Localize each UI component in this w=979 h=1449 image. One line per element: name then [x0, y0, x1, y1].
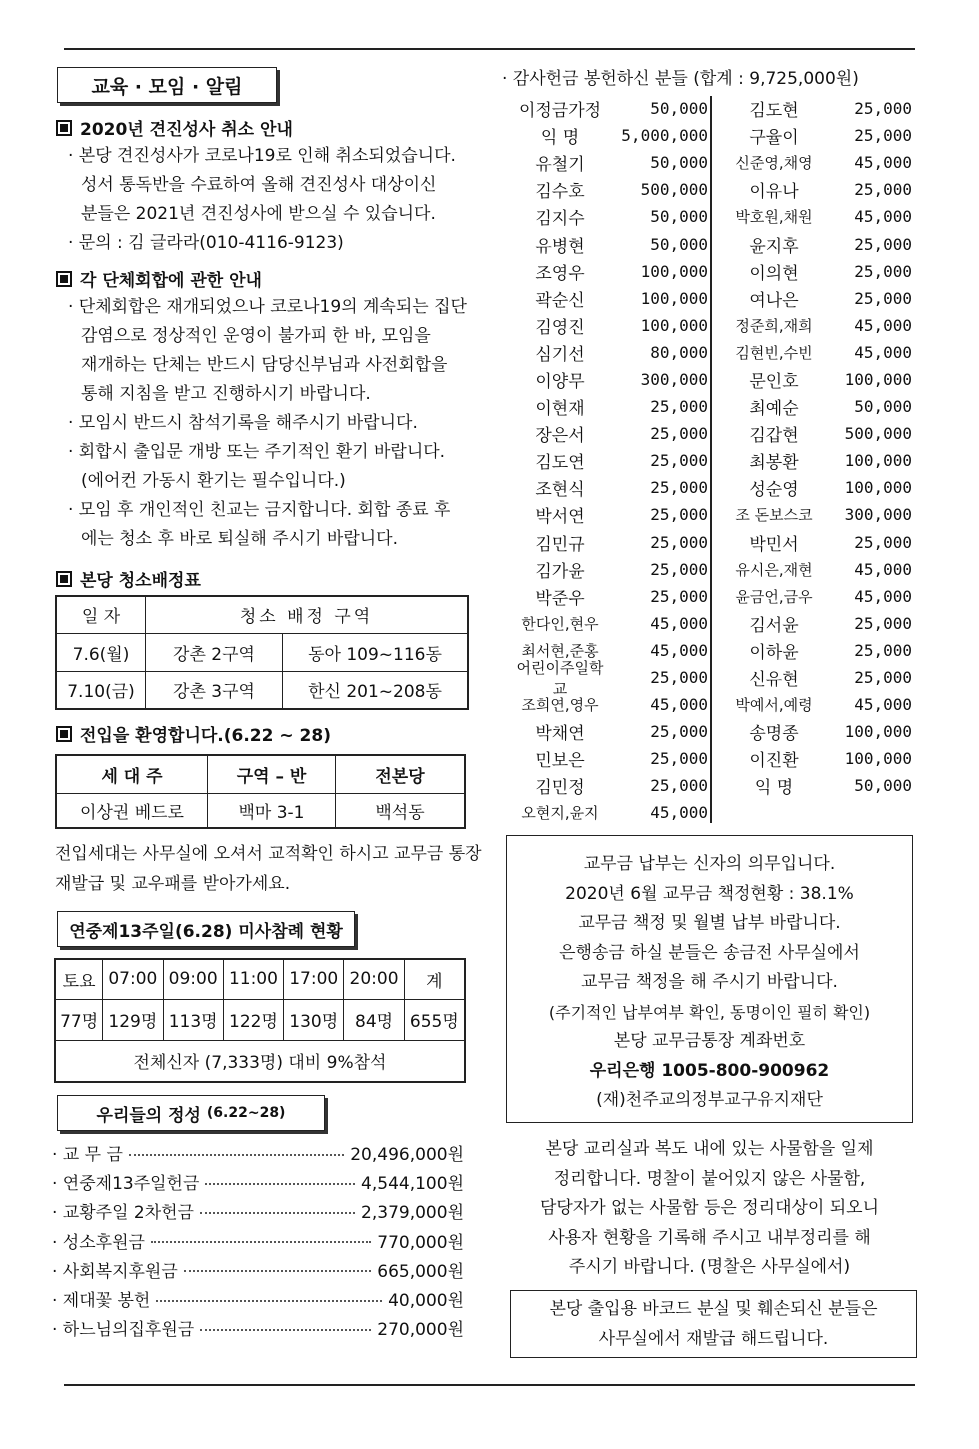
offerings-list: [52, 1138, 464, 1342]
donation-amount: 45,000: [650, 803, 708, 823]
donation-row: [510, 122, 708, 149]
donation-amount: 500,000: [844, 424, 912, 444]
donation-amount: 25,000: [650, 586, 708, 606]
donor-name: 이진환: [749, 751, 799, 772]
donation-row: [510, 772, 708, 799]
donation-amount: 50,000: [854, 776, 912, 796]
donation-row: [510, 501, 708, 528]
donation-row: [510, 745, 708, 772]
donation-amount: 50,000: [854, 397, 912, 417]
donation-amount: 25,000: [854, 261, 912, 281]
donation-row: [718, 474, 912, 501]
group-meeting-text: · 단체회합은 재개되었으나 코로나19의 계속되는 집단 감염으로 정상적인 운영이 불가피 한 바, 모임을 재개하는 단체는 반드시 담당신부님과 사전회합을 통해 지침을 받고 진행하시기 바랍니다. · 모임시 반드시 참석기록을 해주시기 바랍니다. · 회합시 출입문 개방 또는 주기적인 환기 바랍니다. (에어컨 가동시 환기는 필수입니다.) · 모임 후 개인적인 친교는 금지합니다. 회합 종료 후 에는 청소 후 바로 퇴실해 주시기 바랍니다.: [68, 297, 467, 549]
donation-amount: 50,000: [650, 234, 708, 254]
section-header-title: 교육 · 모임 · 알림: [91, 75, 243, 98]
donation-amount: 25,000: [650, 451, 708, 471]
barcode-notice: 본당 출입용 바코드 분실 및 훼손되신 분들은 사무실에서 재발급 해드립니다.: [510, 1290, 917, 1358]
donation-row: [510, 230, 708, 257]
donor-name: 장은서: [535, 426, 585, 447]
donation-amount: 25,000: [854, 180, 912, 200]
donor-name: 박준우: [535, 588, 585, 609]
donor-name: 신준영,채영: [735, 154, 813, 173]
donation-amount: 25,000: [650, 424, 708, 444]
cleaning-table: [55, 595, 469, 710]
table-cell: 84명: [344, 999, 404, 1040]
donation-amount: 25,000: [854, 234, 912, 254]
mass-attendance-header: 연중제13주일(6.28) 미사참례 현황: [57, 911, 355, 947]
donation-row: [510, 447, 708, 474]
list-item: · 사회복지후원금 665,000원: [52, 1261, 464, 1282]
list-item: · 성소후원금 770,000원: [52, 1232, 464, 1253]
mass-summary: 전체신자 (7,333명) 대비 9%참석: [55, 1040, 465, 1082]
donation-row: [510, 258, 708, 285]
donation-row: [510, 149, 708, 176]
donation-amount: 100,000: [844, 749, 912, 769]
donation-row: [510, 420, 708, 447]
donor-name: 송명종: [749, 724, 799, 745]
donor-name: 신유현: [749, 670, 799, 691]
donor-name: 유시은,재현: [735, 560, 813, 579]
donation-amount: 25,000: [650, 505, 708, 525]
donation-amount: 25,000: [650, 749, 708, 769]
donor-name: 김민규: [535, 534, 585, 555]
donor-name: 김가윤: [535, 561, 585, 582]
donor-name: 조영우: [535, 263, 585, 284]
donation-amount: 45,000: [650, 640, 708, 660]
donor-name: 이하윤: [749, 642, 799, 663]
donation-row: [510, 529, 708, 556]
donation-amount: 25,000: [650, 559, 708, 579]
donations-title: · 감사헌금 봉헌하신 분들 (합계 : 9,725,000원): [502, 69, 859, 89]
donor-name: 김지수: [535, 209, 585, 230]
donation-row: [510, 556, 708, 583]
donation-row: [718, 745, 912, 772]
donation-amount: 45,000: [650, 613, 708, 633]
donor-name: 성순영: [749, 480, 799, 501]
heading-newcomers: 전입을 환영합니다.(6.22 ~ 28): [56, 721, 331, 746]
table-cell: 77명: [55, 999, 103, 1040]
confirmation-text: · 본당 견진성사가 코로나19로 인해 취소되었습니다. 성서 통독반을 수료하여 올해 견진성사 대상이신 분들은 2021년 견진성사에 받으실 수 있습니다. · 문의 : 김 글라라(010-4116-9123): [68, 146, 456, 253]
donor-name: 오현지,윤지: [521, 804, 599, 823]
table-cell: 강촌 3구역: [146, 671, 283, 709]
donation-amount: 45,000: [854, 153, 912, 173]
donation-amount: 25,000: [854, 640, 912, 660]
donation-row: [718, 339, 912, 366]
donor-name: 이현재: [535, 399, 585, 420]
donor-name: 최서현,준홍: [521, 641, 599, 660]
donor-name: 최봉환: [749, 453, 799, 474]
donation-amount: 45,000: [650, 695, 708, 715]
donation-amount: 45,000: [854, 559, 912, 579]
table-cell: 655명: [404, 999, 465, 1040]
mass-attendance-table: [54, 958, 466, 1083]
donation-row: [718, 285, 912, 312]
donation-amount: 25,000: [854, 532, 912, 552]
donor-name: 유철기: [535, 155, 585, 176]
donation-row: [718, 691, 912, 718]
donation-amount: 100,000: [844, 478, 912, 498]
donation-amount: 25,000: [854, 126, 912, 146]
table-cell: 백마 3-1: [208, 793, 336, 828]
donor-name: 이정금가정: [518, 101, 602, 122]
donation-amount: 50,000: [650, 207, 708, 227]
donation-row: [510, 95, 708, 122]
donation-amount: 45,000: [854, 342, 912, 362]
donation-amount: 300,000: [640, 369, 708, 389]
table-header: 전본당: [336, 755, 466, 793]
donation-amount: 45,000: [854, 207, 912, 227]
donor-name: 어린이주일학교: [516, 658, 604, 698]
donation-row: [718, 393, 912, 420]
table-header: 토요: [55, 959, 103, 999]
donation-amount: 25,000: [854, 668, 912, 688]
list-item: · 교황주일 2차헌금 2,379,000원: [52, 1203, 464, 1224]
table-header: 07:00: [103, 959, 163, 999]
donation-amount: 25,000: [650, 397, 708, 417]
newcomer-table: [55, 754, 466, 829]
square-bullet-icon: [56, 571, 72, 587]
donation-amount: 100,000: [640, 261, 708, 281]
donor-name: 유병현: [535, 236, 585, 257]
donor-name: 여나은: [749, 290, 799, 311]
donation-row: [718, 447, 912, 474]
donation-amount: 45,000: [854, 586, 912, 606]
donor-name: 최예순: [749, 399, 799, 420]
donation-amount: 45,000: [854, 315, 912, 335]
offerings-header: 우리들의 정성 (6.22~28): [57, 1095, 325, 1131]
donation-row: [510, 474, 708, 501]
donation-row: [718, 95, 912, 122]
donation-row: [510, 610, 708, 637]
donation-row: [718, 583, 912, 610]
donation-row: [718, 312, 912, 339]
table-cell: 113명: [163, 999, 223, 1040]
donation-amount: 100,000: [844, 451, 912, 471]
donation-row: [718, 664, 912, 691]
donor-name: 김도연: [535, 453, 585, 474]
donation-row: [718, 772, 912, 799]
donation-row: [510, 718, 708, 745]
table-cell: 동아 109~116동: [283, 633, 469, 671]
donation-amount: 5,000,000: [621, 126, 708, 146]
table-header: 20:00: [344, 959, 404, 999]
table-header: 세 대 주: [56, 755, 208, 793]
donor-name: 조희연,영우: [521, 696, 599, 715]
donations-right-column: [718, 95, 912, 799]
donation-amount: 25,000: [650, 722, 708, 742]
donation-row: [510, 691, 708, 718]
donations-left-column: [510, 95, 708, 827]
table-cell: 122명: [223, 999, 283, 1040]
donation-row: [718, 203, 912, 230]
donation-row: [718, 420, 912, 447]
donor-name: 김수호: [535, 182, 585, 203]
donor-name: 문인호: [749, 371, 799, 392]
table-header: 구역 – 반: [208, 755, 336, 793]
donation-row: [718, 529, 912, 556]
donation-amount: 25,000: [650, 668, 708, 688]
donation-amount: 25,000: [854, 613, 912, 633]
donation-row: [510, 339, 708, 366]
donation-row: [718, 637, 912, 664]
donation-row: [718, 501, 912, 528]
cleaning-header-area: 청소 배정 구역: [146, 596, 469, 633]
donor-name: 김갑현: [749, 426, 799, 447]
donation-row: [718, 230, 912, 257]
heading-group-meeting: 각 단체회합에 관한 안내: [56, 266, 262, 291]
locker-notice: 본당 교리실과 복도 내에 있는 사물함을 일제 정리합니다. 명찰이 붙어있지 않은 사물함, 담당자가 없는 사물함 등은 정리대상이 되오니 사용자 현황을 기록해 주시고 내부정리를 해 주시기 바랍니다. (명찰은 사무실에서): [539, 1139, 880, 1277]
donor-name: 김영진: [535, 317, 585, 338]
donation-amount: 100,000: [844, 369, 912, 389]
donor-name: 이유나: [749, 182, 799, 203]
table-header: 11:00: [223, 959, 283, 999]
donation-row: [718, 610, 912, 637]
donation-row: [718, 718, 912, 745]
table-header: 09:00: [163, 959, 223, 999]
table-cell: 129명: [103, 999, 163, 1040]
donor-name: 김현빈,수빈: [735, 343, 813, 362]
donation-row: [718, 176, 912, 203]
donation-amount: 45,000: [854, 695, 912, 715]
donor-name: 김서윤: [749, 615, 799, 636]
donation-amount: 50,000: [650, 99, 708, 119]
table-cell: 7.6(월): [56, 633, 146, 671]
donation-amount: 300,000: [844, 505, 912, 525]
table-cell: 130명: [284, 999, 344, 1040]
donor-name: 윤금언,금우: [735, 587, 813, 606]
table-cell: 백석동: [336, 793, 466, 828]
table-header: 17:00: [284, 959, 344, 999]
donation-row: [510, 203, 708, 230]
table-cell: 강촌 2구역: [146, 633, 283, 671]
donor-name: 익 명: [754, 778, 794, 799]
donation-row: [510, 658, 708, 698]
square-bullet-icon: [56, 726, 72, 742]
table-cell: 7.10(금): [56, 671, 146, 709]
list-item: · 하느님의집후원금 270,000원: [52, 1320, 464, 1341]
donor-name: 심기선: [535, 344, 585, 365]
donor-name: 김민정: [535, 778, 585, 799]
heading-cleaning-schedule: 본당 청소배정표: [56, 566, 201, 591]
donation-row: [718, 122, 912, 149]
donation-amount: 100,000: [640, 315, 708, 335]
top-rule: [64, 48, 915, 50]
donation-row: [718, 366, 912, 393]
donation-amount: 80,000: [650, 342, 708, 362]
donor-name: 곽순신: [535, 290, 585, 311]
newcomer-note: 전입세대는 사무실에 오셔서 교적확인 하시고 교무금 통장 재발급 및 교우패를 받아가세요.: [55, 844, 482, 894]
section-header: [57, 67, 277, 103]
heading-confirmation-cancel: 2020년 견진성사 취소 안내: [56, 115, 293, 140]
donations-divider: [710, 96, 712, 823]
donation-amount: 500,000: [640, 180, 708, 200]
donation-row: [510, 799, 708, 826]
donor-name: 박민서: [749, 534, 799, 555]
donation-amount: 100,000: [640, 288, 708, 308]
cleaning-header-date: 일 자: [56, 596, 146, 633]
list-item: · 연중제13주일헌금 4,544,100원: [52, 1174, 464, 1195]
donation-row: [510, 312, 708, 339]
donation-row: [718, 556, 912, 583]
donor-name: 민보은: [535, 751, 585, 772]
bottom-rule: [64, 1384, 915, 1386]
square-bullet-icon: [56, 120, 72, 136]
donation-row: [718, 149, 912, 176]
donor-name: 박채연: [535, 724, 585, 745]
table-header: 계: [404, 959, 465, 999]
donor-name: 박호원,채원: [735, 208, 813, 227]
donor-name: 정준희,재희: [735, 316, 813, 335]
donation-amount: 25,000: [650, 532, 708, 552]
donor-name: 이양무: [535, 371, 585, 392]
donor-name: 김도현: [749, 101, 799, 122]
donation-amount: 25,000: [650, 478, 708, 498]
table-cell: 한신 201~208동: [283, 671, 469, 709]
donor-name: 조 돈보스코: [735, 506, 813, 525]
donor-name: 구율이: [749, 128, 799, 149]
donation-row: [510, 285, 708, 312]
donation-row: [718, 258, 912, 285]
donor-name: 조현식: [535, 480, 585, 501]
donation-amount: 25,000: [650, 776, 708, 796]
square-bullet-icon: [56, 271, 72, 287]
list-item: · 교 무 금 20,496,000원: [52, 1145, 464, 1166]
donation-amount: 25,000: [854, 288, 912, 308]
donor-name: 윤지후: [749, 236, 799, 257]
donation-amount: 25,000: [854, 99, 912, 119]
table-cell: 이상권 베드로: [56, 793, 208, 828]
donation-row: [510, 366, 708, 393]
donor-name: 익 명: [540, 128, 580, 149]
donor-name: 박예서,예령: [735, 696, 813, 715]
account-number: 우리은행 1005-800-900962: [589, 1060, 830, 1081]
dues-notice: 교무금 납부는 신자의 의무입니다. 2020년 6월 교무금 책정현황 : 38.1% 교무금 책정 및 월별 납부 바랍니다. 은행송금 하실 분들은 송금전 사무실에서 교무금 책정을 해 주시기 바랍니다. (주기적인 납부여부 확인, 동명이인 필히 확인) 본당 교무금통장 계좌번호 우리은행 1005-800-900962 (재)천주교의정부교구유지재단: [506, 835, 913, 1123]
donation-row: [510, 176, 708, 203]
donor-name: 박서연: [535, 507, 585, 528]
list-item: · 제대꽃 봉헌 40,000원: [52, 1291, 464, 1312]
donation-row: [510, 393, 708, 420]
donor-name: 이의현: [749, 263, 799, 284]
donation-row: [510, 583, 708, 610]
donation-amount: 50,000: [650, 153, 708, 173]
donation-amount: 100,000: [844, 722, 912, 742]
donor-name: 한다인,현우: [521, 614, 599, 633]
